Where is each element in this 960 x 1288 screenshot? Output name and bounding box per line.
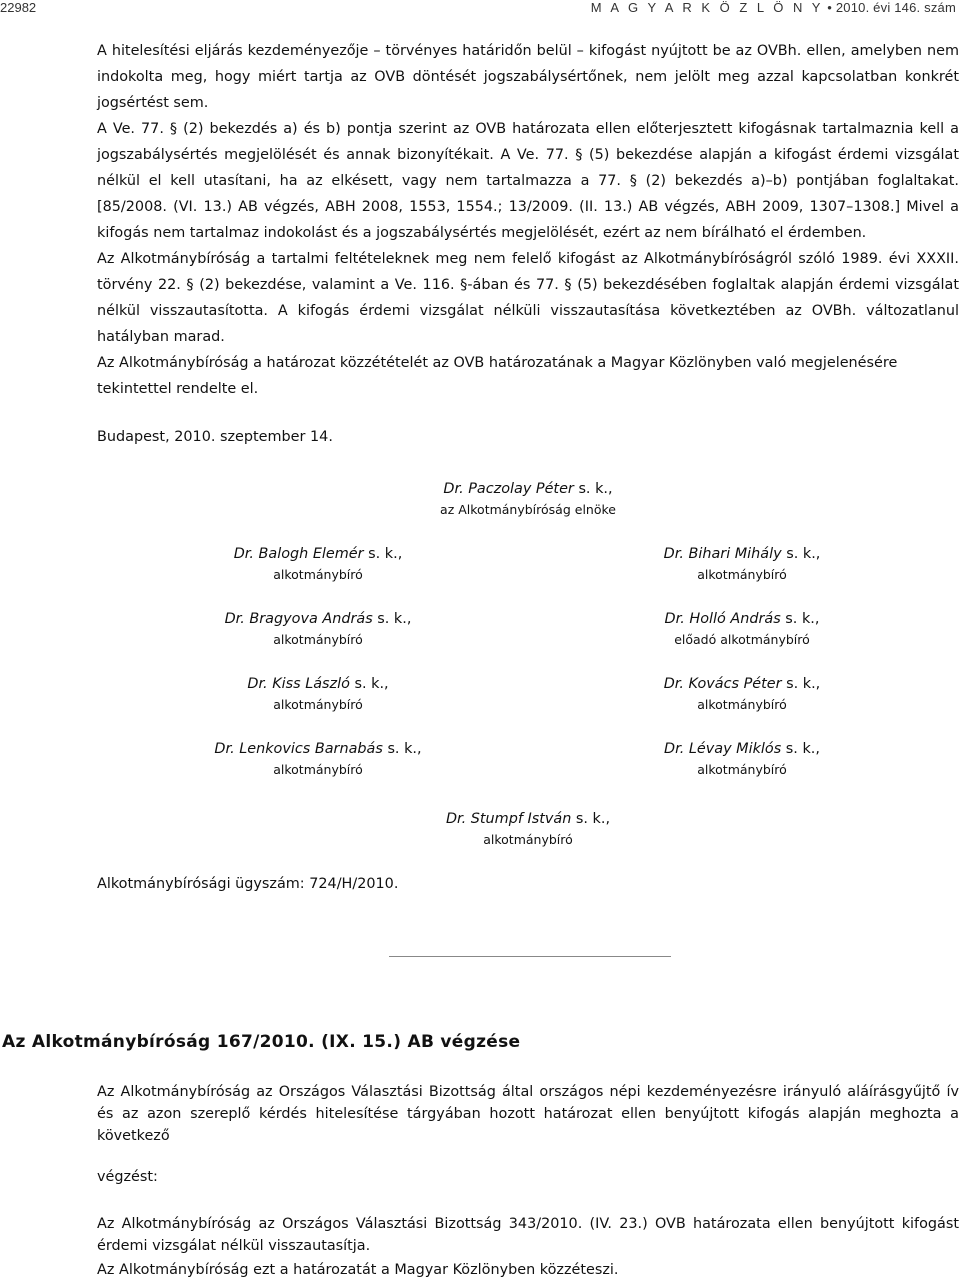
signature-right-1: Dr. Bihari Mihály s. k., alkotmánybíró <box>592 543 892 585</box>
signatory-name: Dr. Lenkovics Barnabás <box>214 741 383 757</box>
reasoning-text <box>97 38 959 402</box>
issue-number: 2010. évi 146. szám <box>835 0 956 15</box>
publication-paragraph: Az Alkotmánybíróság ezt a határozatát a Magyar Közlönyben közzéteszi. <box>97 1262 619 1278</box>
signatory-name: Dr. Bragyova András <box>224 611 373 627</box>
ruling-paragraph: Az Alkotmánybíróság az Országos Választási Bizottság 343/2010. (IV. 23.) OVB határozata ellen benyújtott kifogást érdemi vizsgálat nélkül visszautasítja. <box>97 1216 959 1254</box>
signatory-role: az Alkotmánybíróság elnöke <box>440 502 616 517</box>
signature-left-4: Dr. Lenkovics Barnabás s. k., alkotmánybíró <box>168 738 468 780</box>
signature-left-1: Dr. Balogh Elemér s. k., alkotmánybíró <box>168 543 468 585</box>
paragraph-2: A Ve. 77. § (2) bekezdés a) és b) pontja szerint az OVB határozata ellen előterjesztett kifogásnak tartalmaznia kell a jogszabálysértés megjelölését és annak bizonyítékait. A Ve. 77. § (5) bekezdése alapján a kifogást érdemi vizsgálat nélkül el kell utasítani, ha az elkésett, vagy nem tartalmazza a 77. § (2) bekezdés a)–b) pontjában foglaltakat. [85/2008. (VI. 13.) AB végzés, ABH 2008, 1553, 1554.; 13/2009. (II. 13.) AB végzés, ABH 2009, 1307–1308.] Mivel a kifogás nem tartalmaz indokolást és a jogszabálysértés megjelölését, ezért az nem bírálható el érdemben. <box>97 121 959 241</box>
signatory-role: előadó alkotmánybíró <box>674 632 810 647</box>
vegzest-label: végzést: <box>97 1169 158 1185</box>
signature-left-2: Dr. Bragyova András s. k., alkotmánybíró <box>168 608 468 650</box>
signatory-name: Dr. Holló András <box>664 611 781 627</box>
page-number: 22982 <box>0 0 37 15</box>
signature-president: Dr. Paczolay Péter s. k., az Alkotmánybíróság elnöke <box>378 478 678 520</box>
signatory-role: alkotmánybíró <box>697 762 787 777</box>
signature-left-3: Dr. Kiss László s. k., alkotmánybíró <box>168 673 468 715</box>
signatory-name: Dr. Stumpf István <box>445 811 572 827</box>
signatory-role: alkotmánybíró <box>697 697 787 712</box>
signatory-name: Dr. Kovács Péter <box>663 676 782 692</box>
intro-paragraph: Az Alkotmánybíróság az Országos Választási Bizottság által országos népi kezdeményezésre irányuló aláírásgyűjtő ív és az azon szereplő kérdés hitelesítése tárgyában hozott határozat ellen benyújtott kifogás alapján meghozta a következő <box>97 1084 959 1144</box>
paragraph-1: A hitelesítési eljárás kezdeményezője – törvényes határidőn belül – kifogást nyújtott be az OVBh. ellen, amelyben nem indokolta meg, hogy miért tartja az OVB döntését jogszabálysértőnek, nem jelölt meg azzal kapcsolatban konkrét jogsértést sem. <box>97 43 959 111</box>
section-divider <box>389 956 671 957</box>
signature-right-3: Dr. Kovács Péter s. k., alkotmánybíró <box>592 673 892 715</box>
paragraph-4: Az Alkotmánybíróság a határozat közzétételét az OVB határozatának a Magyar Közlönyben való megjelenésére tekintettel rendelte el. <box>97 355 898 397</box>
signatory-role: alkotmánybíró <box>273 697 363 712</box>
signatory-name: Dr. Paczolay Péter <box>443 481 574 497</box>
place-date: Budapest, 2010. szeptember 14. <box>97 429 333 445</box>
signatory-role: alkotmánybíró <box>483 832 573 847</box>
case-number: Alkotmánybírósági ügyszám: 724/H/2010. <box>97 876 399 892</box>
signature-last: Dr. Stumpf István s. k., alkotmánybíró <box>378 808 678 850</box>
paragraph-3: Az Alkotmánybíróság a tartalmi feltételeknek meg nem felelő kifogást az Alkotmánybíróságról szóló 1989. évi XXXII. törvény 22. § (2) bekezdése, valamint a Ve. 116. §-ában és 77. § (5) bekezdésében foglaltak alapján érdemi vizsgálat nélkül visszautasította. A kifogás érdemi vizsgálat nélküli visszautasítása következtében az OVBh. változatlanul hatályban marad. <box>97 251 959 345</box>
signatory-name: Dr. Lévay Miklós <box>664 741 782 757</box>
signatory-name: Dr. Kiss László <box>247 676 350 692</box>
signature-right-2: Dr. Holló András s. k., előadó alkotmánybíró <box>592 608 892 650</box>
signatory-name: Dr. Balogh Elemér <box>233 546 364 562</box>
signature-right-4: Dr. Lévay Miklós s. k., alkotmánybíró <box>592 738 892 780</box>
section-title: Az Alkotmánybíróság 167/2010. (IX. 15.) AB végzése <box>2 1032 521 1052</box>
signatory-role: alkotmánybíró <box>273 567 363 582</box>
signatory-role: alkotmánybíró <box>273 632 363 647</box>
signatory-role: alkotmánybíró <box>697 567 787 582</box>
signatory-name: Dr. Bihari Mihály <box>663 546 782 562</box>
journal-masthead <box>591 0 956 15</box>
bullet-separator: • <box>827 0 833 15</box>
journal-name: M A G Y A R K Ö Z L Ö N Y <box>590 0 824 15</box>
signatory-role: alkotmánybíró <box>273 762 363 777</box>
